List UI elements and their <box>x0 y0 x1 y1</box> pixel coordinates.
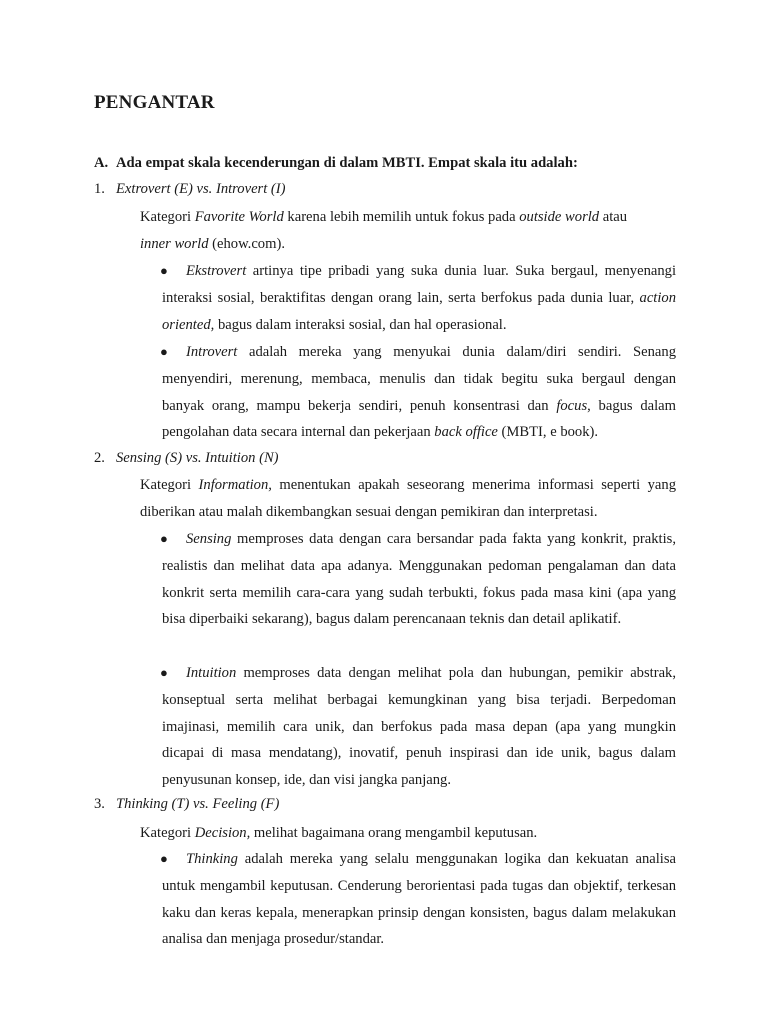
bullet-dot-icon: ● <box>160 665 168 680</box>
page-title: PENGANTAR <box>94 92 215 113</box>
item-heading-sensing-intuition: 2. Sensing (S) vs. Intuition (N) <box>94 450 279 466</box>
section-text: Ada empat skala kecenderungan di dalam MBTI. Empat skala itu adalah: <box>116 155 578 171</box>
item-intro-extrovert-introvert: Kategori Favorite World karena lebih memilih untuk fokus pada outside world atau inner world (ehow.com). <box>140 209 628 252</box>
bullet-ekstrovert: ● Ekstrovert artinya tipe pribadi yang suka dunia luar. Suka bergaul, menyenangi interaksi sosial, beraktifitas dengan orang lain, serta berfokus pada dunia luar, action oriented, bagus dalam interaksi sosial, dan hal operasional. <box>162 258 676 338</box>
bullet-dot-icon: ● <box>160 531 168 546</box>
bullet-introvert: ● Introvert adalah mereka yang menyukai dunia dalam/diri sendiri. Senang menyendiri, merenung, membaca, menulis dan tidak begitu suka bergaul dengan banyak orang, mampu bekerja sendiri, penuh konsentrasi dan focus, bagus dalam pengolahan data secara internal dan pekerjaan back office (MBTI, e book). <box>162 339 676 446</box>
bullet-thinking: ● Thinking adalah mereka yang selalu menggunakan logika dan kekuatan analisa untuk mengambil keputusan. Cenderung berorientasi pada tugas dan objektif, terkesan kaku dan keras kepala, menerapkan prinsip dengan konsisten, bagus dalam melakukan analisa dan menjaga prosedur/standar. <box>162 846 676 953</box>
item-intro-sensing-intuition: Kategori Information, menentukan apakah seseorang menerima informasi seperti yang diberikan atau malah dikembangkan sesuai dengan pemikiran dan interpretasi. <box>140 477 676 520</box>
item-heading-extrovert-introvert: 1. Extrovert (E) vs. Introvert (I) <box>94 181 286 197</box>
bullet-intuition: ● Intuition memproses data dengan melihat pola dan hubungan, pemikir abstrak, konseptual serta melihat berbagai kemungkinan yang bisa terjadi. Berpedoman imajinasi, memilih cara unik, dan berfokus pada masa depan (apa yang mungkin dicapai di masa mendatang), inovatif, penuh inspirasi dan ide unik, bagus dalam penyusunan konsep, ide, dan visi jangka panjang. <box>162 660 676 794</box>
section-marker: A. <box>94 155 109 171</box>
item-intro-thinking-feeling: Kategori Decision, melihat bagaimana orang mengambil keputusan. <box>140 825 538 841</box>
section-heading <box>94 155 684 172</box>
bullet-dot-icon: ● <box>160 851 168 866</box>
bullet-dot-icon: ● <box>160 344 168 359</box>
item-heading-thinking-feeling: 3. Thinking (T) vs. Feeling (F) <box>94 796 280 812</box>
bullet-dot-icon: ● <box>160 263 168 278</box>
bullet-sensing: ● Sensing memproses data dengan cara bersandar pada fakta yang konkrit, praktis, realistis dan melihat data apa adanya. Menggunakan pedoman pengalaman dan data konkrit serta memilih cara-cara yang sudah terbukti, fokus pada masa kini (apa yang bisa diperbaiki sekarang), bagus dalam perencanaan teknis dan detail aplikatif. <box>162 526 676 633</box>
